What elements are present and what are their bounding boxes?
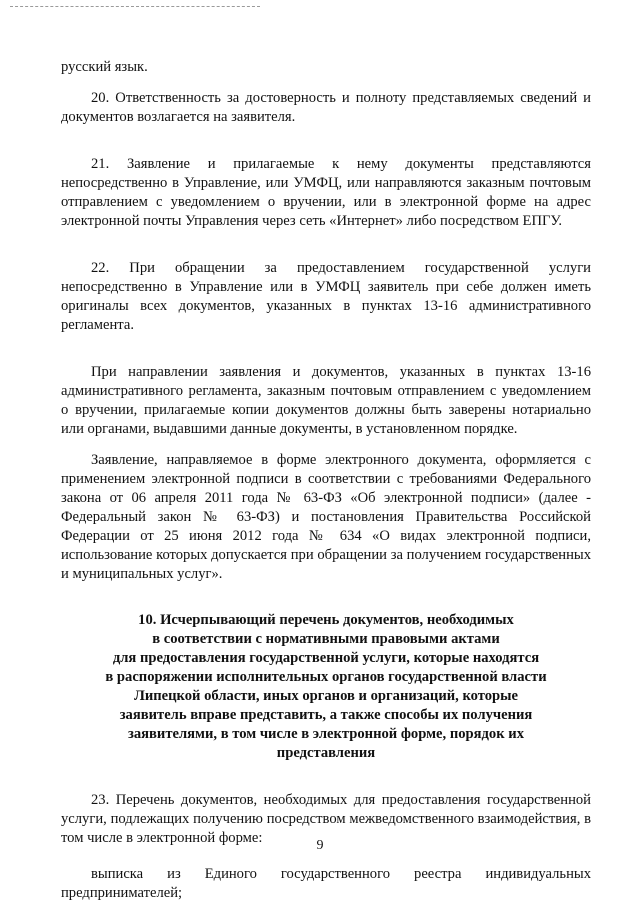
heading-line: в распоряжении исполнительных органов государственной власти bbox=[105, 669, 547, 685]
paragraph-23-item: выписка из Единого государственного реестра индивидуальных предпринимателей; bbox=[61, 866, 591, 901]
top-scan-rule bbox=[10, 6, 260, 8]
heading-line: Липецкой области, иных органов и организаций, которые bbox=[133, 688, 519, 704]
heading-line: заявителями, в том числе в электронной форме, порядок их bbox=[127, 726, 524, 742]
heading-line: заявитель вправе представить, а также способы их получения bbox=[119, 707, 533, 723]
heading-line: 10. Исчерпывающий перечень документов, необходимых bbox=[138, 612, 514, 628]
section-heading-10 bbox=[61, 611, 591, 763]
page-number: 9 bbox=[316, 838, 324, 853]
paragraph-continuation: русский язык. bbox=[61, 59, 148, 75]
paragraph-20: 20. Ответственность за достоверность и полноту представляемых сведений и документов возлагается на заявителя. bbox=[61, 90, 591, 125]
paragraph-21: 21. Заявление и прилагаемые к нему документы представляются непосредственно в Управление, или УМФЦ, или направляются заказным почтовым отправлением с уведомлением о вручении, или в электронной форме на адрес электронной почты Управления через сеть «Интернет» либо посредством ЕПГУ. bbox=[61, 156, 591, 229]
heading-line: представления bbox=[276, 745, 376, 761]
heading-line: в соответствии с нормативными правовыми актами bbox=[152, 631, 500, 647]
heading-line: для предоставления государственной услуги, которые находятся bbox=[112, 650, 540, 666]
document-page bbox=[61, 58, 591, 903]
paragraph-22-electronic: Заявление, направляемое в форме электронного документа, оформляется с применением электронной подписи в соответствии с требованиями Федерального закона от 06 апреля 2011 года № 63-ФЗ «Об электронной подписи» (далее - Федеральный закон № 63-ФЗ) и постановления Правительства Российской Федерации от 25 июня 2012 года № 634 «О видах электронной подписи, использование которых допускается при обращении за получением государственных и муниципальных услуг». bbox=[61, 452, 591, 582]
paragraph-22: 22. При обращении за предоставлением государственной услуги непосредственно в Управление или в УМФЦ заявитель при себе должен иметь оригиналы всех документов, указанных в пунктах 13-16 административного регламента. bbox=[61, 260, 591, 333]
paragraph-22-postal: При направлении заявления и документов, указанных в пунктах 13-16 административного регламента, заказным почтовым отправлением с уведомлением о вручении, прилагаемые копии документов должны быть заверены нотариально или органами, выдавшими данные документы, в установленном порядке. bbox=[61, 364, 591, 437]
paragraph-23: 23. Перечень документов, необходимых для предоставления государственной услуги, подлежащих получению посредством межведомственного взаимодействия, в том числе в электронной форме: bbox=[61, 792, 591, 846]
